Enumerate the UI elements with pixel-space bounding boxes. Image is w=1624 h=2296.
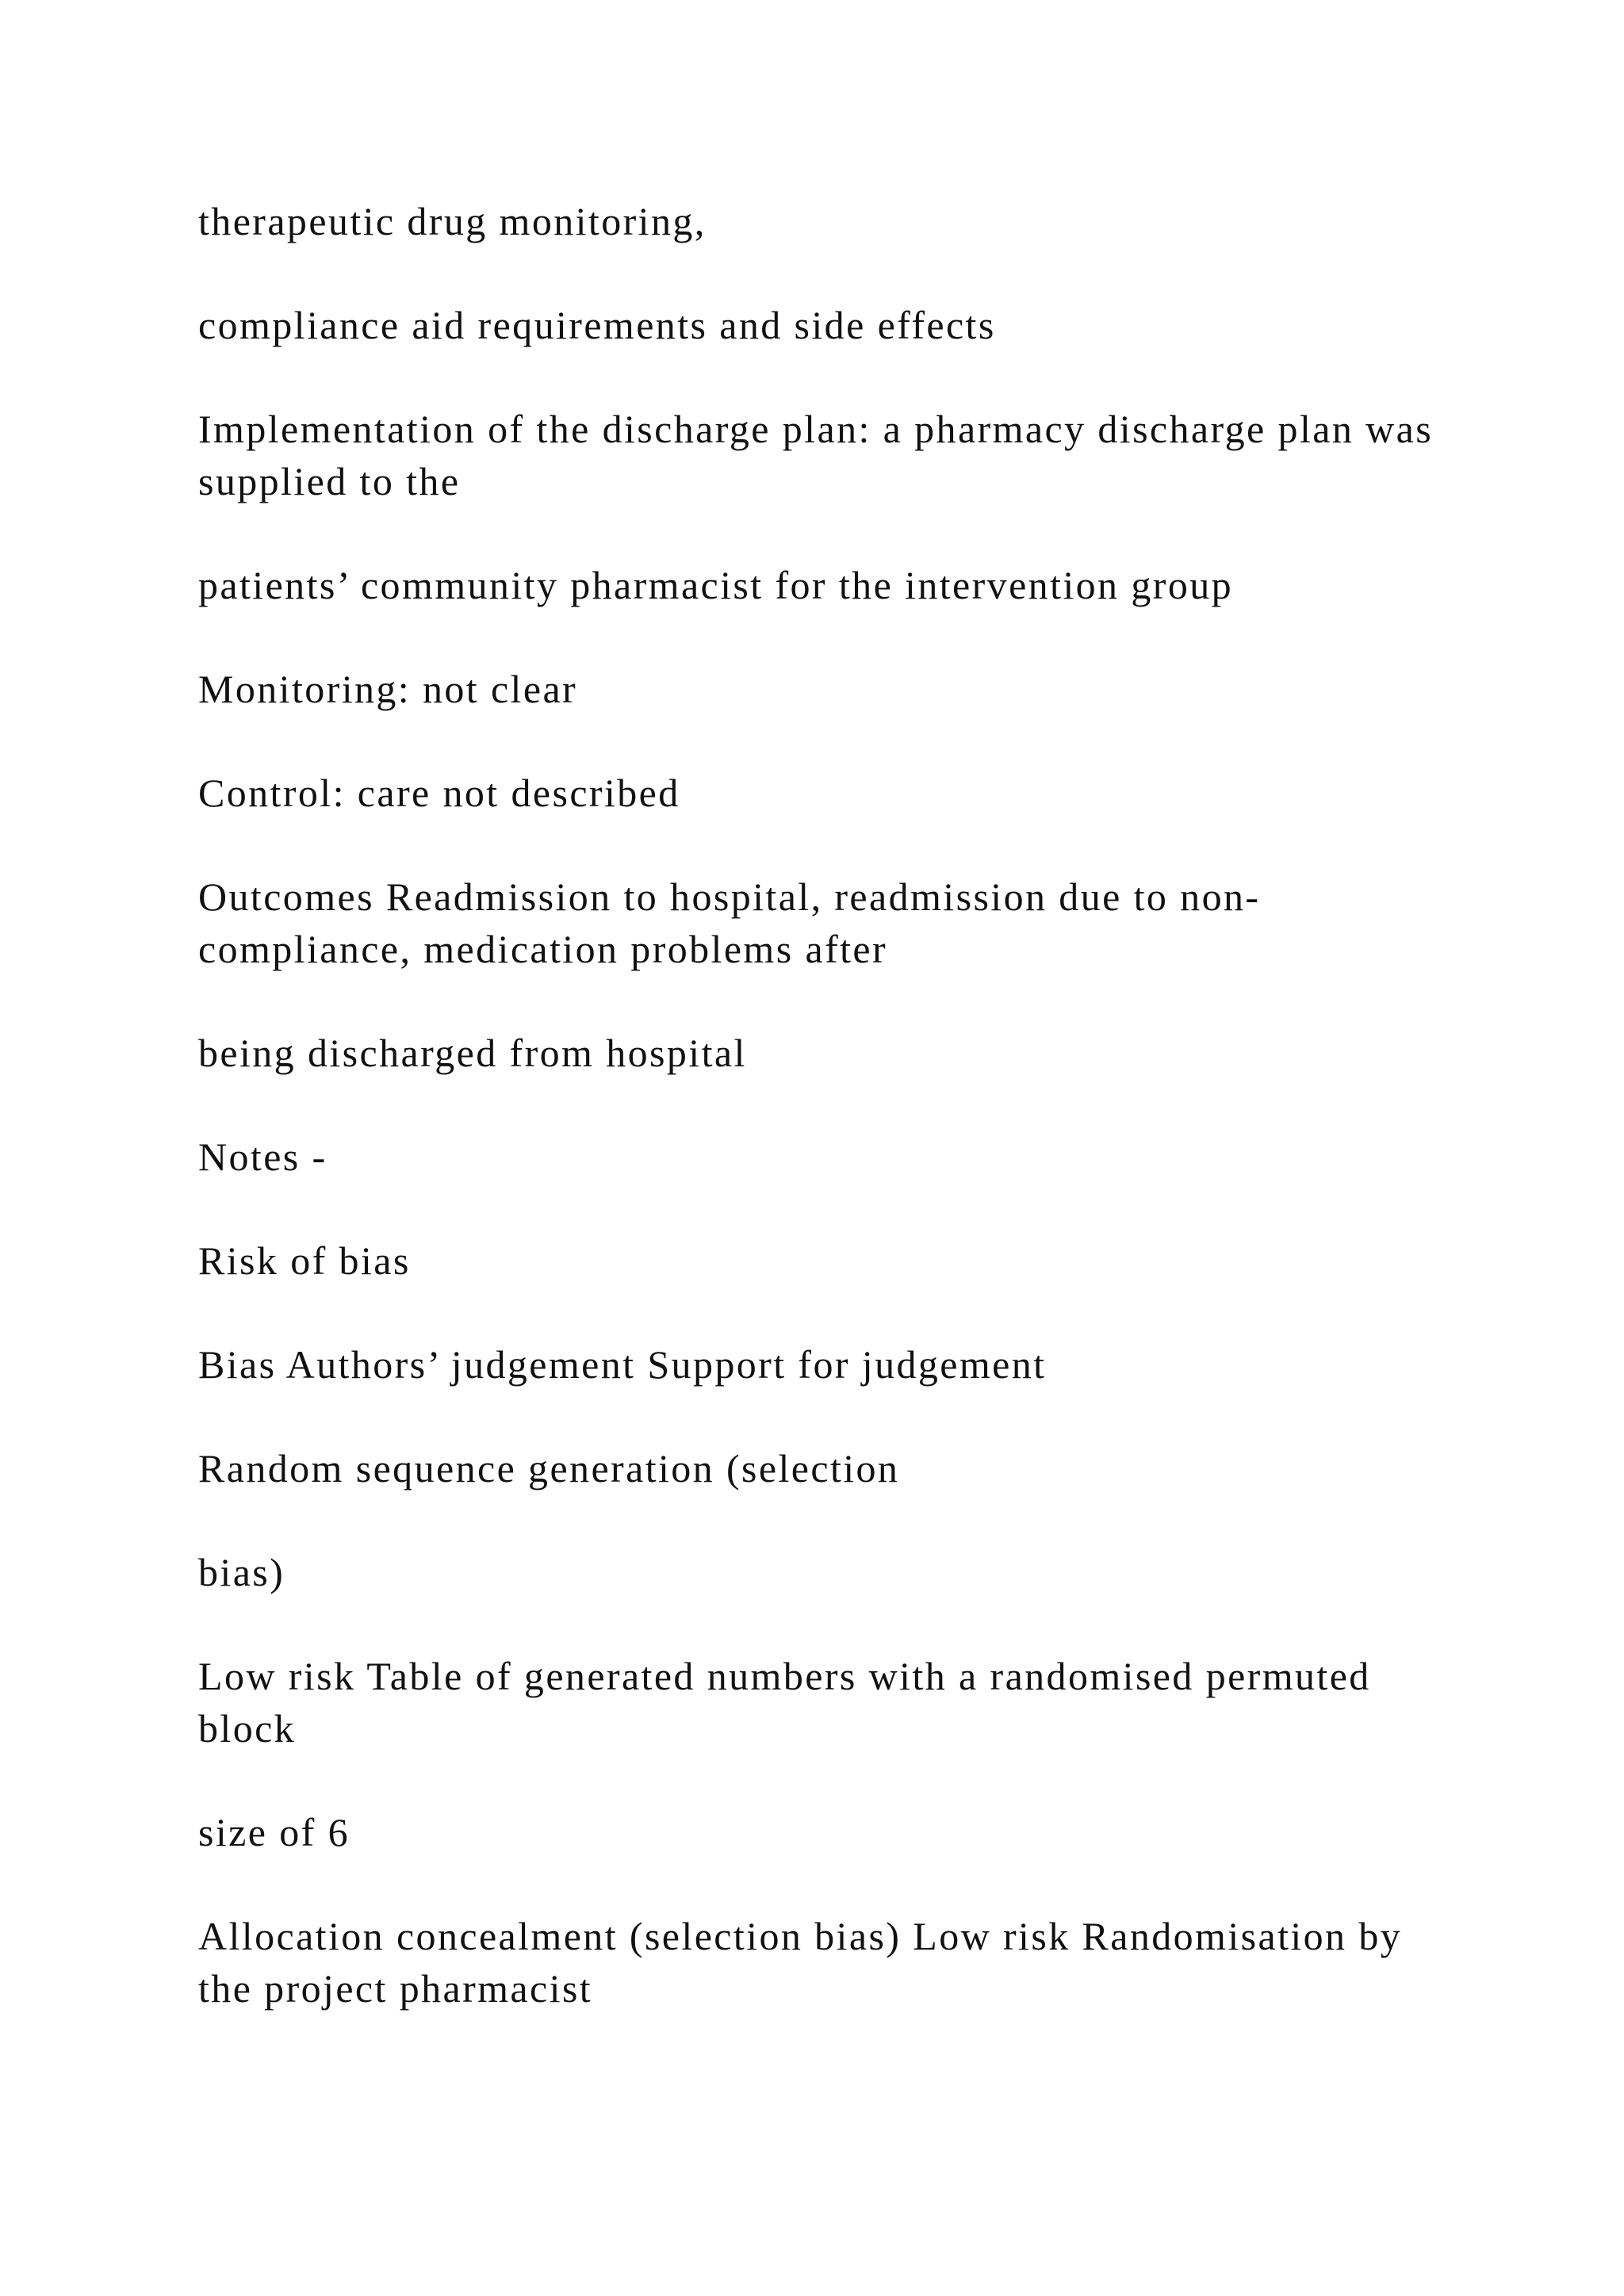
paragraph-bias-cont: bias) xyxy=(198,1550,285,1594)
paragraph-notes: Notes - xyxy=(198,1135,327,1179)
table-header-bias: Bias Authors’ judgement Support for judgement xyxy=(198,1342,1047,1387)
paragraph-allocation-concealment: Allocation concealment (selection bias) Low risk Randomisation by the project pharmacist xyxy=(198,1914,1403,2011)
paragraph-therapeutic-drug-monitoring: therapeutic drug monitoring, xyxy=(198,199,707,243)
paragraph-compliance-aid: compliance aid requirements and side effects xyxy=(198,303,996,347)
paragraph-low-risk-table: Low risk Table of generated numbers with a randomised permuted block xyxy=(198,1654,1371,1751)
paragraph-community-pharmacist: patients’ community pharmacist for the intervention group xyxy=(198,563,1234,607)
paragraph-discharged: being discharged from hospital xyxy=(198,1031,747,1075)
paragraph-block-size: size of 6 xyxy=(198,1810,350,1854)
paragraph-outcomes: Outcomes Readmission to hospital, readmission due to non-compliance, medication problems after xyxy=(198,874,1261,971)
paragraph-control: Control: care not described xyxy=(198,771,680,815)
paragraph-monitoring: Monitoring: not clear xyxy=(198,667,578,711)
paragraph-implementation-discharge-plan: Implementation of the discharge plan: a pharmacy discharge plan was supplied to the xyxy=(198,407,1434,503)
heading-risk-of-bias: Risk of bias xyxy=(198,1238,411,1283)
document-body xyxy=(198,195,1435,2066)
paragraph-random-sequence: Random sequence generation (selection xyxy=(198,1446,900,1490)
